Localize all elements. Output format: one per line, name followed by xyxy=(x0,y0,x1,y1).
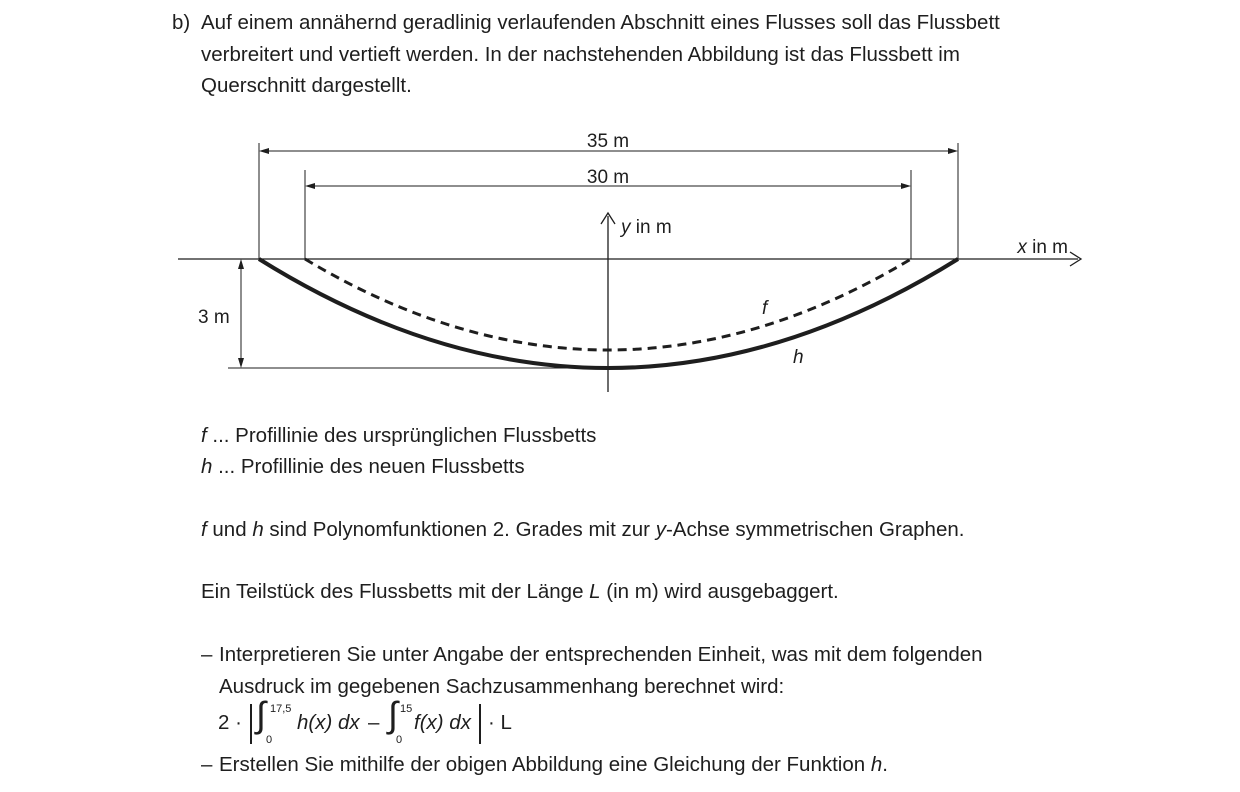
task-label: b) xyxy=(172,11,191,34)
statement-text-2: sind Polynomfunktionen 2. Grades mit zur xyxy=(263,518,656,541)
formula-expression xyxy=(218,694,538,750)
integral-2-lower: 0 xyxy=(396,734,403,746)
legend-h-var: h xyxy=(201,455,213,478)
abs-bar-left xyxy=(250,704,252,744)
statement2-var-L: L xyxy=(589,580,601,603)
formula-factor: 2 · xyxy=(218,711,242,734)
statement-text-3: -Achse symmetrischen Graphen. xyxy=(665,518,965,541)
curve-h-label: h xyxy=(793,347,804,368)
abs-bar-right xyxy=(479,704,481,744)
task1-line-2: Ausdruck im gegebenen Sachzusammenhang berechnet wird: xyxy=(219,675,785,698)
intro-line-2: verbreitert und vertieft werden. In der nachstehenden Abbildung ist das Flussbett im xyxy=(201,43,960,66)
intro-line-1: Auf einem annähernd geradlinig verlaufenden Abschnitt eines Flusses soll das Flussbett xyxy=(201,11,1000,34)
statement-var-y: y xyxy=(655,518,666,541)
integral-2-upper: 15 xyxy=(400,703,413,715)
legend-item-f xyxy=(201,424,596,448)
formula-minus: – xyxy=(368,711,380,734)
legend-f-var: f xyxy=(201,424,207,447)
depth-arrow-top xyxy=(238,259,244,269)
statement-polynomials xyxy=(201,518,964,542)
task2-period: . xyxy=(882,753,888,776)
task1-line-1: Interpretieren Sie unter Angabe der entsprechenden Einheit, was mit dem folgenden xyxy=(219,643,983,666)
task2-text: Erstellen Sie mithilfe der obigen Abbildung eine Gleichung der Funktion xyxy=(219,753,871,776)
statement2-text-1: Ein Teilstück des Flussbetts mit der Länge xyxy=(201,580,590,603)
dim-outer-arrow-left xyxy=(259,148,269,154)
intro-line-3: Querschnitt dargestellt. xyxy=(201,74,412,97)
integrand-1: h(x) dx xyxy=(297,711,360,734)
legend-h-text: ... Profillinie des neuen Flussbetts xyxy=(212,455,525,478)
integral-1-lower: 0 xyxy=(266,734,273,746)
y-axis-label: y in m xyxy=(621,217,672,238)
statement-var-f: f xyxy=(201,518,207,541)
statement-var-h: h xyxy=(252,518,264,541)
integral-sign-1: ∫ xyxy=(256,694,266,735)
x-axis-label: x in m xyxy=(1017,237,1068,258)
depth-arrow-bottom xyxy=(238,358,244,368)
dim-inner-arrow-left xyxy=(305,183,315,189)
dim-outer-arrow-right xyxy=(948,148,958,154)
formula-times-L: · L xyxy=(488,711,512,734)
dim-inner-arrow-right xyxy=(901,183,911,189)
statement2-text-2: (in m) wird ausgebaggert. xyxy=(600,580,839,603)
task2-line xyxy=(219,753,888,777)
task2-bullet: – xyxy=(201,753,213,776)
task1-bullet: – xyxy=(201,643,213,666)
dim-inner-label: 30 m xyxy=(586,167,630,188)
integral-1-upper: 17,5 xyxy=(270,703,292,715)
task2-var-h: h xyxy=(870,753,883,776)
legend-item-h xyxy=(201,455,525,479)
curve-f-label: f xyxy=(762,298,768,319)
integral-sign-2: ∫ xyxy=(388,694,398,735)
integrand-2: f(x) dx xyxy=(414,711,471,734)
depth-label: 3 m xyxy=(198,307,230,328)
statement-text-1: und xyxy=(206,518,253,541)
statement-excavation xyxy=(201,580,839,604)
legend-f-text: ... Profillinie des ursprünglichen Flussbetts xyxy=(206,424,597,447)
dim-outer-label: 35 m xyxy=(586,131,630,152)
